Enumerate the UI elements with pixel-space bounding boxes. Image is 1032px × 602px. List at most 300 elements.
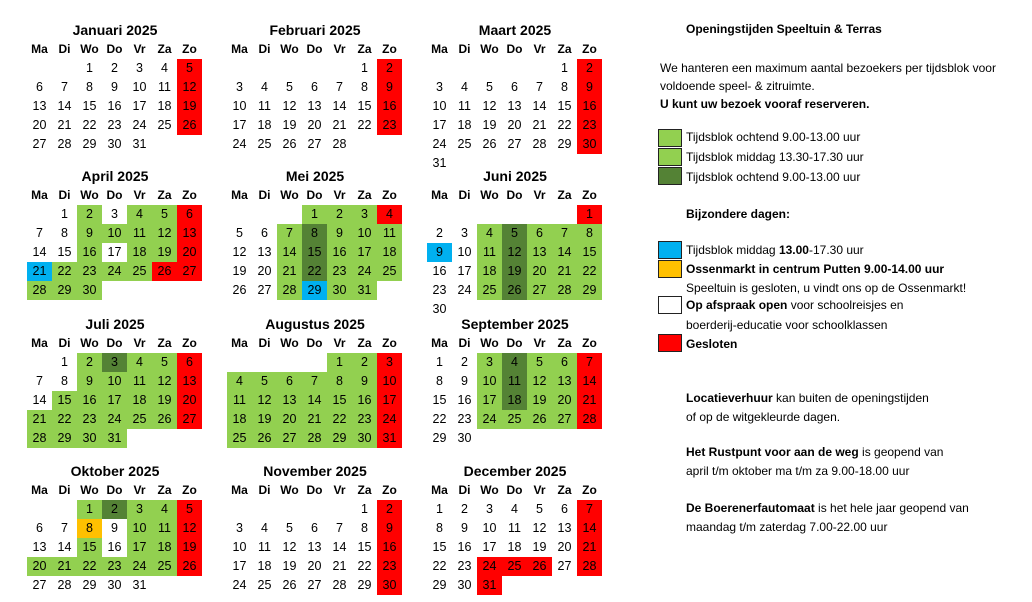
day-cell: 8 [577, 224, 602, 243]
month-title: Mei 2025 [285, 168, 345, 184]
day-cell: 1 [61, 355, 68, 369]
week-row [227, 353, 403, 372]
day-cell: 9 [461, 374, 468, 388]
weekday-label: Wo [80, 188, 99, 202]
month-mei [227, 166, 403, 300]
day-cell: 14 [532, 99, 547, 113]
day-cell: 20 [507, 118, 522, 132]
day-cell: 2 [461, 355, 468, 369]
month-februari [227, 20, 403, 154]
day-cell: 18 [502, 391, 527, 410]
day-cell: 9 [427, 243, 452, 262]
day-cell: 27 [277, 429, 302, 448]
day-cell: 4 [152, 500, 177, 519]
day-cell: 13 [552, 372, 577, 391]
day-cell: 13 [177, 224, 202, 243]
day-cell: 11 [502, 372, 527, 391]
day-cell: 9 [327, 224, 352, 243]
empty-cell [577, 576, 602, 595]
day-cell: 31 [102, 429, 127, 448]
day-cell: 25 [502, 410, 527, 429]
day-cell: 15 [327, 391, 352, 410]
day-cell: 29 [52, 281, 77, 300]
weekday-header [227, 481, 403, 500]
week-row [427, 243, 603, 262]
day-cell: 22 [557, 118, 572, 132]
day-cell: 20 [307, 118, 322, 132]
day-cell: 12 [502, 243, 527, 262]
day-cell: 5 [502, 224, 527, 243]
day-cell: 3 [236, 80, 243, 94]
day-cell: 22 [52, 410, 77, 429]
day-cell: 9 [77, 224, 102, 243]
weekday-label: Zo [182, 336, 197, 350]
day-cell: 17 [352, 243, 377, 262]
day-cell: 21 [577, 391, 602, 410]
weekday-label: Zo [182, 483, 197, 497]
weekday-label: Wo [480, 336, 499, 350]
day-cell: 16 [377, 97, 402, 116]
week-row [427, 353, 603, 372]
weekday-label: Ma [31, 336, 48, 350]
week-row [427, 97, 603, 116]
day-cell: 24 [232, 578, 247, 592]
day-cell: 29 [302, 281, 327, 300]
week-row [427, 116, 603, 135]
week-row [27, 78, 203, 97]
day-cell: 7 [536, 80, 543, 94]
day-cell: 27 [307, 137, 322, 151]
day-cell: 1 [436, 355, 443, 369]
empty-cell [177, 429, 202, 448]
day-cell: 15 [357, 540, 372, 554]
weekday-label: Do [106, 42, 123, 56]
day-cell: 28 [577, 557, 602, 576]
weekday-label: Za [357, 336, 372, 350]
week-row [427, 224, 603, 243]
day-cell: 4 [511, 502, 518, 516]
weekday-label: Di [58, 188, 71, 202]
day-cell: 1 [61, 207, 68, 221]
day-cell: 31 [132, 578, 147, 592]
weekday-label: Za [157, 42, 172, 56]
weekday-label: Vr [533, 188, 546, 202]
day-cell: 19 [152, 391, 177, 410]
weekday-label: Zo [382, 42, 397, 56]
day-cell: 19 [177, 97, 202, 116]
week-row [227, 410, 403, 429]
empty-cell [102, 281, 127, 300]
day-cell: 14 [277, 243, 302, 262]
day-cell: 22 [52, 262, 77, 281]
day-cell: 27 [307, 578, 322, 592]
day-cell: 27 [557, 559, 572, 573]
empty-cell [327, 59, 352, 78]
slot-morning-dark: Tijdsblok ochtend 9.00-13.00 uur [686, 170, 861, 184]
day-cell: 17 [432, 118, 447, 132]
day-cell: 7 [61, 80, 68, 94]
month-title: April 2025 [81, 168, 149, 184]
weekday-label: Za [557, 483, 572, 497]
day-cell: 30 [77, 429, 102, 448]
weekday-label: Wo [80, 336, 99, 350]
weekday-label: Wo [480, 188, 499, 202]
weekday-label: Do [506, 42, 523, 56]
weekday-label: Zo [182, 188, 197, 202]
day-cell: 20 [257, 264, 272, 278]
month-september [427, 314, 603, 448]
week-row [427, 78, 603, 97]
day-cell: 28 [57, 137, 72, 151]
day-cell: 4 [161, 61, 168, 75]
empty-cell [377, 135, 402, 154]
day-cell: 29 [82, 137, 97, 151]
empty-cell [277, 205, 302, 224]
day-cell: 5 [286, 80, 293, 94]
month-april [27, 166, 203, 300]
day-cell: 8 [61, 226, 68, 240]
day-cell: 6 [311, 521, 318, 535]
day-cell: 17 [477, 391, 502, 410]
weekday-label: Di [458, 42, 471, 56]
day-cell: 18 [127, 243, 152, 262]
empty-cell [502, 205, 527, 224]
day-cell: 1 [361, 61, 368, 75]
day-cell: 20 [32, 118, 47, 132]
month-title: Oktober 2025 [70, 463, 160, 479]
day-cell: 1 [577, 205, 602, 224]
day-cell: 15 [432, 393, 447, 407]
ossenmarkt-note: Speeltuin is gesloten, u vindt ons op de Ossenmarkt! [686, 281, 967, 295]
day-cell: 29 [52, 429, 77, 448]
day-cell: 2 [102, 500, 127, 519]
weekday-label: Wo [280, 188, 299, 202]
day-cell: 12 [152, 372, 177, 391]
swatch-blue [658, 241, 682, 259]
week-row [227, 281, 403, 300]
day-cell: 24 [377, 410, 402, 429]
weekday-header [427, 334, 603, 353]
day-cell: 8 [436, 374, 443, 388]
day-cell: 11 [227, 391, 252, 410]
weekday-label: Vr [533, 483, 546, 497]
week-row [27, 576, 203, 595]
day-cell: 12 [282, 99, 297, 113]
week-row [27, 224, 203, 243]
empty-cell [527, 59, 552, 78]
day-cell: 21 [532, 118, 547, 132]
day-cell: 26 [282, 137, 297, 151]
empty-cell [52, 59, 77, 78]
weekday-label: Ma [231, 336, 248, 350]
weekday-label: Zo [582, 42, 597, 56]
day-cell: 2 [77, 205, 102, 224]
weekday-label: Za [557, 188, 572, 202]
weekday-label: Ma [31, 483, 48, 497]
week-row [227, 205, 403, 224]
day-cell: 26 [527, 410, 552, 429]
day-cell: 1 [327, 353, 352, 372]
intro-text [660, 59, 1020, 113]
day-cell: 10 [377, 372, 402, 391]
day-cell: 7 [577, 353, 602, 372]
week-row [27, 116, 203, 135]
day-cell: 11 [477, 243, 502, 262]
day-cell: 23 [102, 557, 127, 576]
month-title: Juni 2025 [483, 168, 547, 184]
swatch-green-2 [658, 148, 682, 166]
week-row [27, 391, 203, 410]
empty-cell [552, 429, 577, 448]
week-row [227, 576, 403, 595]
day-cell: 14 [32, 245, 47, 259]
week-row [227, 224, 403, 243]
day-cell: 1 [77, 500, 102, 519]
day-cell: 7 [336, 80, 343, 94]
weekday-label: Vr [333, 336, 346, 350]
day-cell: 11 [127, 224, 152, 243]
day-cell: 11 [158, 80, 171, 94]
day-cell: 14 [57, 540, 72, 554]
day-cell: 2 [377, 59, 402, 78]
day-cell: 10 [127, 519, 152, 538]
day-cell: 16 [77, 243, 102, 262]
empty-cell [152, 576, 177, 595]
day-cell: 2 [377, 500, 402, 519]
ossenmarkt-label: Ossenmarkt in centrum Putten 9.00-14.00 uur [686, 262, 945, 276]
day-cell: 5 [177, 59, 202, 78]
weekday-label: Di [58, 483, 71, 497]
day-cell: 25 [257, 137, 272, 151]
empty-cell [552, 576, 577, 595]
swatch-red [658, 334, 682, 352]
week-row [427, 500, 603, 519]
day-cell: 11 [508, 521, 521, 535]
day-cell: 22 [577, 262, 602, 281]
day-cell: 6 [527, 224, 552, 243]
day-cell: 7 [277, 224, 302, 243]
day-cell: 5 [152, 205, 177, 224]
day-cell: 30 [77, 281, 102, 300]
day-cell: 15 [357, 99, 372, 113]
week-row [227, 116, 403, 135]
day-cell: 19 [252, 410, 277, 429]
weekday-label: Za [357, 483, 372, 497]
weekday-label: Di [58, 336, 71, 350]
day-cell: 16 [432, 264, 447, 278]
day-cell: 26 [252, 429, 277, 448]
empty-cell [527, 429, 552, 448]
day-cell: 18 [477, 262, 502, 281]
day-cell: 12 [177, 519, 202, 538]
day-cell: 22 [327, 410, 352, 429]
weekday-label: Ma [431, 483, 448, 497]
day-cell: 5 [286, 521, 293, 535]
weekday-label: Do [506, 188, 523, 202]
day-cell: 17 [132, 99, 147, 113]
week-row [227, 59, 403, 78]
day-cell: 5 [536, 502, 543, 516]
day-cell: 8 [361, 80, 368, 94]
day-cell: 27 [177, 262, 202, 281]
intro-line-1: We hanteren een maximum aantal bezoekers per tijdsblok voor [660, 61, 996, 75]
day-cell: 13 [32, 540, 47, 554]
slot-afternoon-1300: Tijdsblok middag 13.00-17.30 uur [686, 243, 864, 257]
day-cell: 18 [257, 118, 272, 132]
day-cell: 20 [177, 391, 202, 410]
appointment-label: Op afspraak open voor schoolreisjes en [686, 298, 904, 312]
weekday-header [427, 40, 603, 59]
day-cell: 16 [107, 99, 122, 113]
swatch-green-1 [658, 129, 682, 147]
day-cell: 8 [361, 521, 368, 535]
empty-cell [177, 135, 202, 154]
weekday-label: Di [258, 188, 271, 202]
month-januari [27, 20, 203, 154]
day-cell: 21 [52, 557, 77, 576]
weekday-label: Ma [231, 188, 248, 202]
day-cell: 11 [458, 99, 471, 113]
weekday-header [427, 186, 603, 205]
weekday-label: Vr [333, 188, 346, 202]
day-cell: 11 [377, 224, 402, 243]
day-cell: 21 [302, 410, 327, 429]
legend-title: Openingstijden Speeltuin & Terras [686, 22, 882, 36]
day-cell: 7 [336, 521, 343, 535]
day-cell: 29 [557, 137, 572, 151]
day-cell: 5 [252, 372, 277, 391]
week-row [227, 243, 403, 262]
day-cell: 8 [436, 521, 443, 535]
weekday-header [227, 186, 403, 205]
day-cell: 19 [152, 243, 177, 262]
month-title: November 2025 [263, 463, 367, 479]
day-cell: 15 [557, 99, 572, 113]
weekday-label: Di [458, 188, 471, 202]
day-cell: 4 [127, 205, 152, 224]
week-row [427, 372, 603, 391]
day-cell: 28 [332, 137, 347, 151]
day-cell: 7 [577, 500, 602, 519]
day-cell: 2 [461, 502, 468, 516]
weekday-label: Vr [533, 336, 546, 350]
week-row [27, 372, 203, 391]
day-cell: 17 [377, 391, 402, 410]
day-cell: 6 [311, 80, 318, 94]
appointment-line-2: boerderij-educatie voor schoolklassen [686, 318, 888, 332]
day-cell: 9 [577, 78, 602, 97]
day-cell: 12 [527, 372, 552, 391]
day-cell: 23 [457, 559, 472, 573]
day-cell: 10 [352, 224, 377, 243]
day-cell: 14 [577, 372, 602, 391]
day-cell: 13 [257, 245, 272, 259]
day-cell: 8 [61, 374, 68, 388]
empty-cell [377, 281, 402, 300]
empty-cell [227, 59, 252, 78]
week-row [427, 205, 603, 224]
day-cell: 2 [577, 59, 602, 78]
weekday-label: Di [258, 42, 271, 56]
empty-cell [302, 500, 327, 519]
day-cell: 3 [352, 205, 377, 224]
day-cell: 23 [327, 262, 352, 281]
day-cell: 14 [332, 99, 347, 113]
weekday-label: Zo [382, 336, 397, 350]
day-cell: 17 [107, 245, 122, 259]
empty-cell [352, 135, 377, 154]
location-rental: Locatieverhuur kan buiten de openingstijden of op de witgekleurde dagen. [686, 391, 929, 424]
month-title: Maart 2025 [478, 22, 552, 38]
weekday-label: Zo [182, 42, 197, 56]
month-maart [427, 20, 603, 173]
day-cell: 4 [377, 205, 402, 224]
day-cell: 27 [177, 410, 202, 429]
day-cell: 22 [432, 559, 447, 573]
day-cell: 14 [577, 519, 602, 538]
day-cell: 13 [307, 540, 322, 554]
empty-cell [477, 205, 502, 224]
day-cell: 3 [111, 207, 118, 221]
slot-afternoon: Tijdsblok middag 13.30-17.30 uur [686, 150, 864, 164]
day-cell: 7 [61, 521, 68, 535]
day-cell: 6 [36, 80, 43, 94]
day-cell: 17 [232, 118, 247, 132]
day-cell: 17 [457, 264, 472, 278]
empty-cell [252, 59, 277, 78]
week-row [227, 538, 403, 557]
empty-cell [427, 59, 452, 78]
day-cell: 26 [482, 137, 497, 151]
week-row [227, 500, 403, 519]
day-cell: 2 [352, 353, 377, 372]
day-cell: 25 [477, 281, 502, 300]
day-cell: 15 [52, 391, 77, 410]
empty-cell [227, 500, 252, 519]
day-cell: 11 [127, 372, 152, 391]
day-cell: 28 [27, 429, 52, 448]
weekday-label: Ma [231, 42, 248, 56]
day-cell: 12 [177, 78, 202, 97]
day-cell: 19 [482, 118, 497, 132]
week-row [27, 205, 203, 224]
day-cell: 26 [502, 281, 527, 300]
day-cell: 3 [236, 521, 243, 535]
week-row [427, 519, 603, 538]
empty-cell [252, 205, 277, 224]
day-cell: 19 [282, 559, 297, 573]
day-cell: 10 [132, 80, 147, 94]
day-cell: 25 [257, 578, 272, 592]
weekday-label: Za [557, 336, 572, 350]
weekday-label: Vr [133, 42, 146, 56]
day-cell: 4 [461, 80, 468, 94]
day-cell: 10 [482, 521, 497, 535]
empty-cell [452, 59, 477, 78]
day-cell: 11 [258, 540, 271, 554]
week-row [427, 281, 603, 300]
month-title: Februari 2025 [269, 22, 361, 38]
week-row [227, 97, 403, 116]
weekday-label: Do [306, 188, 323, 202]
day-cell: 10 [102, 224, 127, 243]
day-cell: 30 [457, 431, 472, 445]
day-cell: 6 [261, 226, 268, 240]
day-cell: 13 [557, 521, 572, 535]
weekday-label: Wo [480, 483, 499, 497]
day-cell: 26 [152, 262, 177, 281]
day-cell: 23 [377, 557, 402, 576]
